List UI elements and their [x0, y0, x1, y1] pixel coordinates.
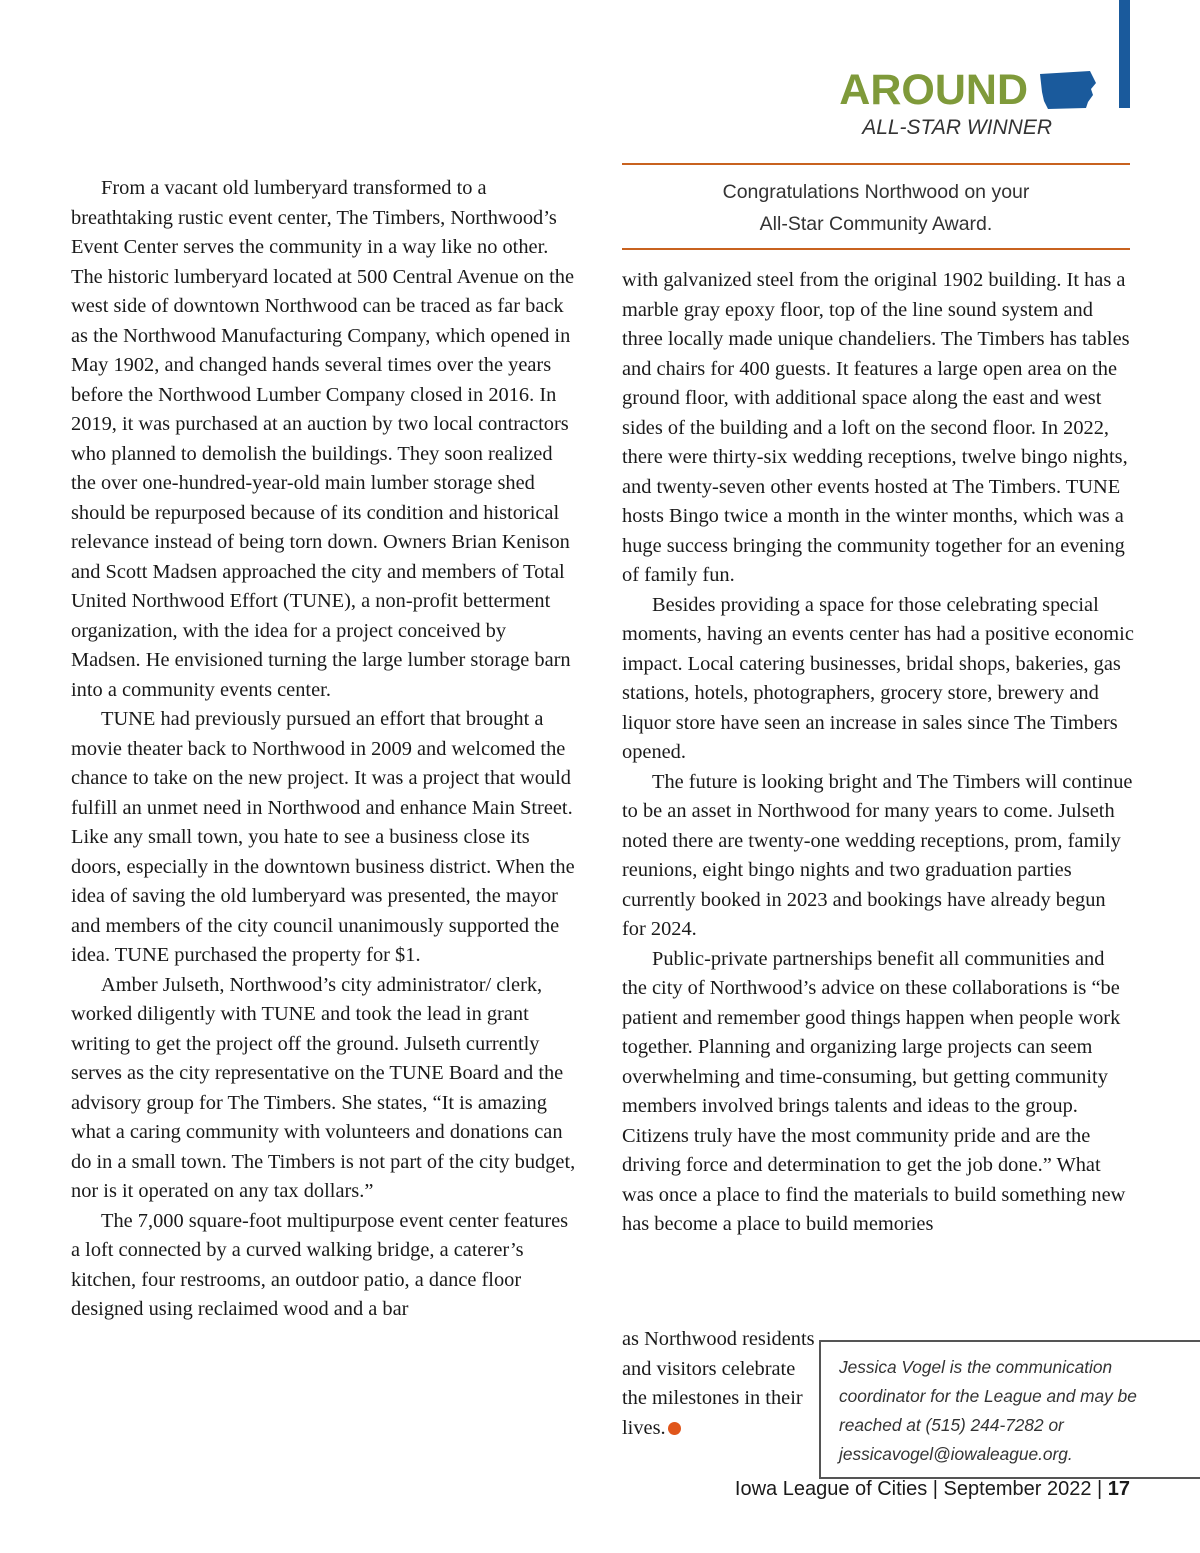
accent-bar — [1119, 0, 1130, 108]
paragraph: From a vacant old lumberyard transformed to a breathtaking rustic event center, The Timbers, Northwood’s Event Center serves the community in a way like no other. The historic lumberyard located at 500 Central Avenue on the west side of downtown Northwood can be traced as far back as the Northwood Manufacturing Company, which opened in May 1902, and changed hands several times over the years before the Northwood Lumber Company closed in 2016. In 2019, it was purchased at an auction by two local contractors who planned to demolish the buildings. They soon realized the over one-hundred-year-old main lumber storage shed should be repurposed because of its condition and historical relevance instead of being torn down. Owners Brian Kenison and Scott Madsen approached the city and members of Total United Northwood Effort (TUNE), a non-profit betterment organization, with the idea for a project conceived by Madsen. He envisioned turning the large lumber storage barn into a community events center. — [71, 177, 574, 701]
callout-line: Congratulations Northwood on your — [722, 181, 1030, 203]
callout-line: All-Star Community Award. — [759, 213, 993, 235]
paragraph: The future is looking bright and The Timbers will continue to be an asset in Northwood for many years to come. Julseth noted there are twenty-one wedding receptions, prom, family reunions, eight bingo nights and two graduation parties currently booked in 2023 and bookings have already begun for 2024. — [622, 770, 1133, 940]
article-left-column — [71, 174, 579, 1325]
congratulations-callout — [622, 176, 1130, 240]
author-bio: Jessica Vogel is the communication coordinator for the League and may be reached at (515) 244-7282 or jessicavogel@iowaleague.org. — [839, 1357, 1137, 1464]
paragraph: The 7,000 square-foot multipurpose event center features a loft connected by a curved walking bridge, a caterer’s kitchen, four restrooms, an outdoor patio, a dance floor designed using reclaimed wood and a bar — [71, 1209, 569, 1320]
section-title: AROUND — [839, 66, 1028, 114]
page-number: 17 — [1107, 1478, 1130, 1500]
paragraph: Amber Julseth, Northwood’s city administrator/ clerk, worked diligently with TUNE and took the lead in grant writing to get the project off the ground. Julseth currently serves as the city representative on the TUNE Board and the advisory group for The Timbers. She states, “It is amazing what a caring community with volunteers and donations can do in a small town. The Timbers is not part of the city budget, nor is it operated on any tax dollars.” — [71, 973, 576, 1202]
end-of-article-mark — [668, 1422, 681, 1435]
callout-bottom-rule — [622, 248, 1130, 250]
callout-top-rule — [622, 163, 1130, 165]
closing-text: as Northwood residents and visitors celebrate the milestones in their lives. — [622, 1328, 815, 1439]
section-subtitle: ALL-STAR WINNER — [862, 116, 1052, 139]
paragraph: TUNE had previously pursued an effort that brought a movie theater back to Northwood in 2009 and welcomed the chance to take on the new project. It was a project that would fulfill an unmet need in Northwood and enhance Main Street. Like any small town, you hate to see a business close its doors, especially in the downtown business district. When the idea of saving the old lumberyard was presented, the mayor and members of the city council unanimously supported the idea. TUNE purchased the property for $1. — [71, 708, 575, 966]
page-footer — [735, 1478, 1130, 1501]
closing-paragraph — [622, 1325, 822, 1443]
footer-publication: Iowa League of Cities | September 2022 | — [734, 1478, 1108, 1500]
paragraph: Besides providing a space for those celebrating special moments, having an events center has had a positive economic impact. Local catering businesses, bridal shops, bakeries, gas stations, hotels, photographers, grocery store, brewery and liquor store have seen an increase in sales since The Timbers opened. — [622, 593, 1134, 763]
paragraph: Public-private partnerships benefit all communities and the city of Northwood’s advice on these collaborations is “be patient and remember good things happen when people work together. Planning and organizing large projects can seem overwhelming and time-consuming, but getting community members involved brings talents and ideas to the group. Citizens truly have the most community pride and are the driving force and determination to get the job done.” What was once a place to find the materials to build something new has become a place to build memories — [622, 947, 1126, 1235]
iowa-state-icon — [1038, 68, 1098, 112]
paragraph: with galvanized steel from the original 1902 building. It has a marble gray epoxy floor, top of the line sound system and three locally made unique chandeliers. The Timbers has tables and chairs for 400 guests. It features a large open area on the ground floor, with additional space along the east and west sides of the building and a loft on the second floor. In 2022, there were thirty-six wedding receptions, twelve bingo nights, and twenty-seven other events hosted at The Timbers. TUNE hosts Bingo twice a month in the winter months, which was a huge success bringing the community together for an evening of family fun. — [622, 269, 1130, 586]
author-bio-box — [819, 1340, 1200, 1479]
article-right-column — [622, 266, 1134, 1240]
section-header — [839, 66, 1098, 114]
